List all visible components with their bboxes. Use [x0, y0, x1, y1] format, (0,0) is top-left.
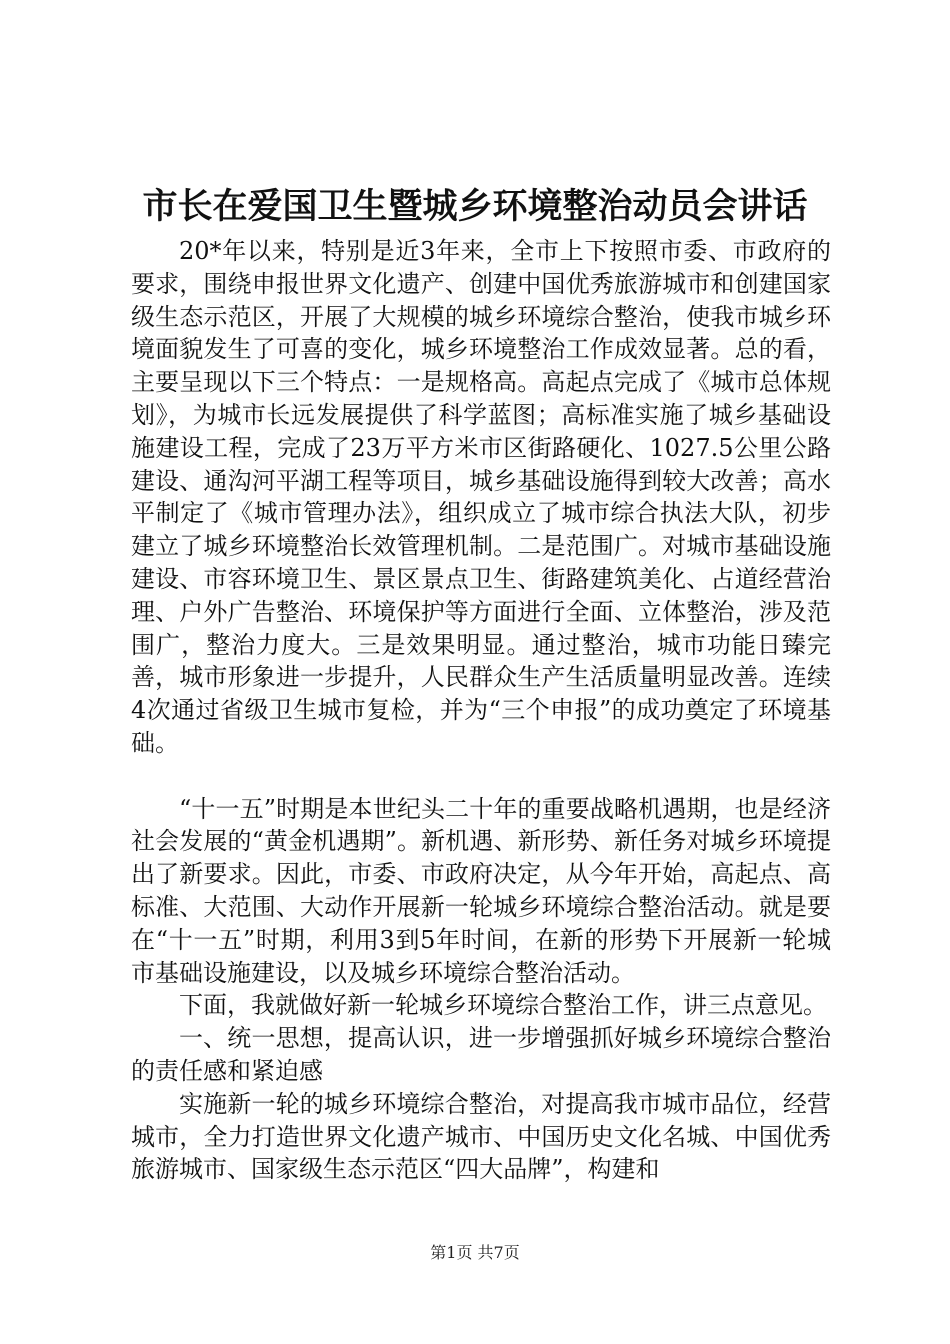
- paragraph: 20*年以来，特别是近3年来，全市上下按照市委、市政府的要求，围绕申报世界文化遗产、创建中国优秀旅游城市和创建国家级生态示范区，开展了大规模的城乡环境综合整治，使我市城乡环境面貌发生了可喜的变化，城乡环境整治工作成效显著。总的看，主要呈现以下三个特点：一是规格高。高起点完成了《城市总体规划》，为城市长远发展提供了科学蓝图；高标准实施了城乡基础设施建设工程，完成了23万平方米市区街路硬化、1027.5公里公路建设、通沟河平湖工程等项目，城乡基础设施得到较大改善；高水平制定了《城市管理办法》，组织成立了城市综合执法大队，初步建立了城乡环境整治长效管理机制。二是范围广。对城市基础设施建设、市容环境卫生、景区景点卫生、街路建筑美化、占道经营治理、户外广告整治、环境保护等方面进行全面、立体整治，涉及范围广，整治力度大。三是效果明显。通过整治，城市功能日臻完善，城市形象进一步提升，人民群众生产生活质量明显改善。连续4次通过省级卫生城市复检，并为“三个申报”的成功奠定了环境基础。: [131, 237, 831, 757]
- section-heading: 一、统一思想，提高认识，进一步增强抓好城乡环境综合整治的责任感和紧迫感: [131, 1024, 831, 1085]
- document-title: 市长在爱国卫生暨城乡环境整治动员会讲话: [142, 186, 808, 227]
- paragraph: 下面，我就做好新一轮城乡环境综合整治工作，讲三点意见。: [179, 991, 827, 1020]
- document-body: [131, 235, 831, 1186]
- paragraph: 实施新一轮的城乡环境综合整治，对提高我市城市品位，经营城市，全力打造世界文化遗产城市、中国历史文化名城、中国优秀旅游城市、国家级生态示范区“四大品牌”，构建和: [131, 1089, 831, 1184]
- page-number: 第1页 共7页: [430, 1243, 520, 1262]
- paragraph: “十一五”时期是本世纪头二十年的重要战略机遇期，也是经济社会发展的“黄金机遇期”。新机遇、新形势、新任务对城乡环境提出了新要求。因此，市委、市政府决定，从今年开始，高起点、高标准、大范围、大动作开展新一轮城乡环境综合整治活动。就是要在“十一五”时期，利用3到5年时间，在新的形势下开展新一轮城市基础设施建设，以及城乡环境综合整治活动。: [131, 794, 831, 987]
